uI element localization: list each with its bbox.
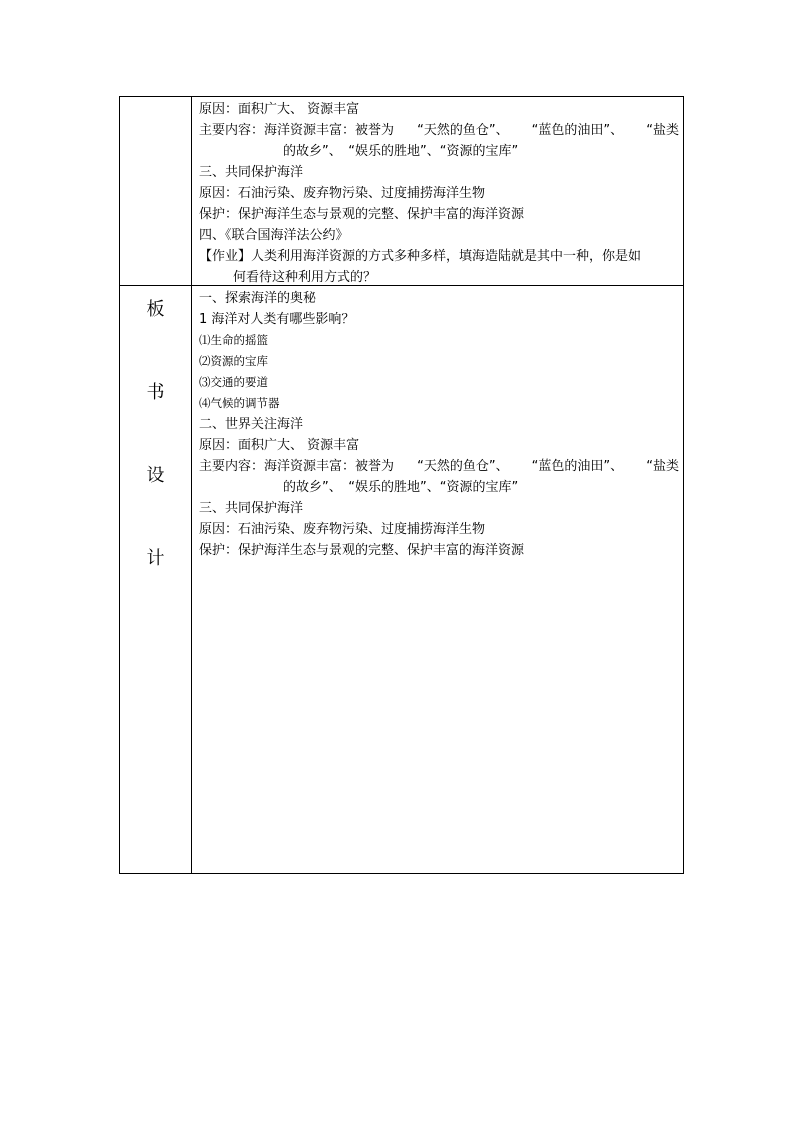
reason-line: 原因：面积广大、 资源丰富 xyxy=(199,438,360,453)
main-content-oil: “蓝色的油田”、 xyxy=(531,123,624,138)
homework-continuation: 何看待这种利用方式的？ xyxy=(233,270,377,285)
lesson-table xyxy=(119,96,684,874)
side-label-she: 设 xyxy=(146,465,165,486)
main-content-label: 主要内容：海洋资源丰富：被誉为 xyxy=(199,123,395,138)
impact-item-2: ⑵资源的宝库 xyxy=(199,354,268,368)
side-label-ji: 计 xyxy=(146,548,165,569)
main-content-continuation: 的故乡”、 “娱乐的胜地”、“资源的宝库” xyxy=(283,480,519,495)
pollution-reason-line: 原因：石油污染、废弃物污染、过度捕捞海洋生物 xyxy=(199,186,486,201)
section-3-heading: 三、共同保护海洋 xyxy=(199,501,304,516)
main-content-fish: “天然的鱼仓”、 xyxy=(417,459,509,474)
pollution-reason-line: 原因：石油污染、废弃物污染、过度捕捞海洋生物 xyxy=(199,522,486,537)
main-content-oil: “蓝色的油田”、 xyxy=(531,459,624,474)
main-content-line xyxy=(199,120,679,141)
content-cell-top xyxy=(199,99,679,288)
main-content-line xyxy=(199,456,679,477)
board-design-cell xyxy=(199,288,679,561)
protection-line: 保护：保护海洋生态与景观的完整、保护丰富的海洋资源 xyxy=(199,543,525,558)
main-content-continuation: 的故乡”、 “娱乐的胜地”、“资源的宝库” xyxy=(283,144,519,159)
side-label-ban: 板 xyxy=(146,299,165,320)
reason-line: 原因：面积广大、 资源丰富 xyxy=(199,102,360,117)
main-content-fish: “天然的鱼仓”、 xyxy=(417,123,509,138)
impact-item-1: ⑴生命的摇篮 xyxy=(199,333,268,347)
impact-item-3: ⑶交通的要道 xyxy=(199,375,268,389)
main-content-label: 主要内容：海洋资源丰富：被誉为 xyxy=(199,459,395,474)
section-3-heading: 三、共同保护海洋 xyxy=(199,165,304,180)
protection-line: 保护：保护海洋生态与景观的完整、保护丰富的海洋资源 xyxy=(199,207,525,222)
impact-item-4: ⑷气候的调节器 xyxy=(199,396,280,410)
section-1-heading: 一、探索海洋的奥秘 xyxy=(199,291,317,306)
homework-line: 【作业】人类利用海洋资源的方式多种多样，填海造陆就是其中一种，你是如 xyxy=(199,249,642,264)
question-1: 1 海洋对人类有哪些影响？ xyxy=(199,312,355,327)
column-divider xyxy=(191,97,192,873)
section-2-heading: 二、世界关注海洋 xyxy=(199,417,304,432)
main-content-salt: “盐类 xyxy=(646,123,679,138)
section-4-heading: 四、《联合国海洋法公约》 xyxy=(199,228,349,243)
side-label-shu: 书 xyxy=(146,382,165,403)
main-content-salt: “盐类 xyxy=(646,459,679,474)
